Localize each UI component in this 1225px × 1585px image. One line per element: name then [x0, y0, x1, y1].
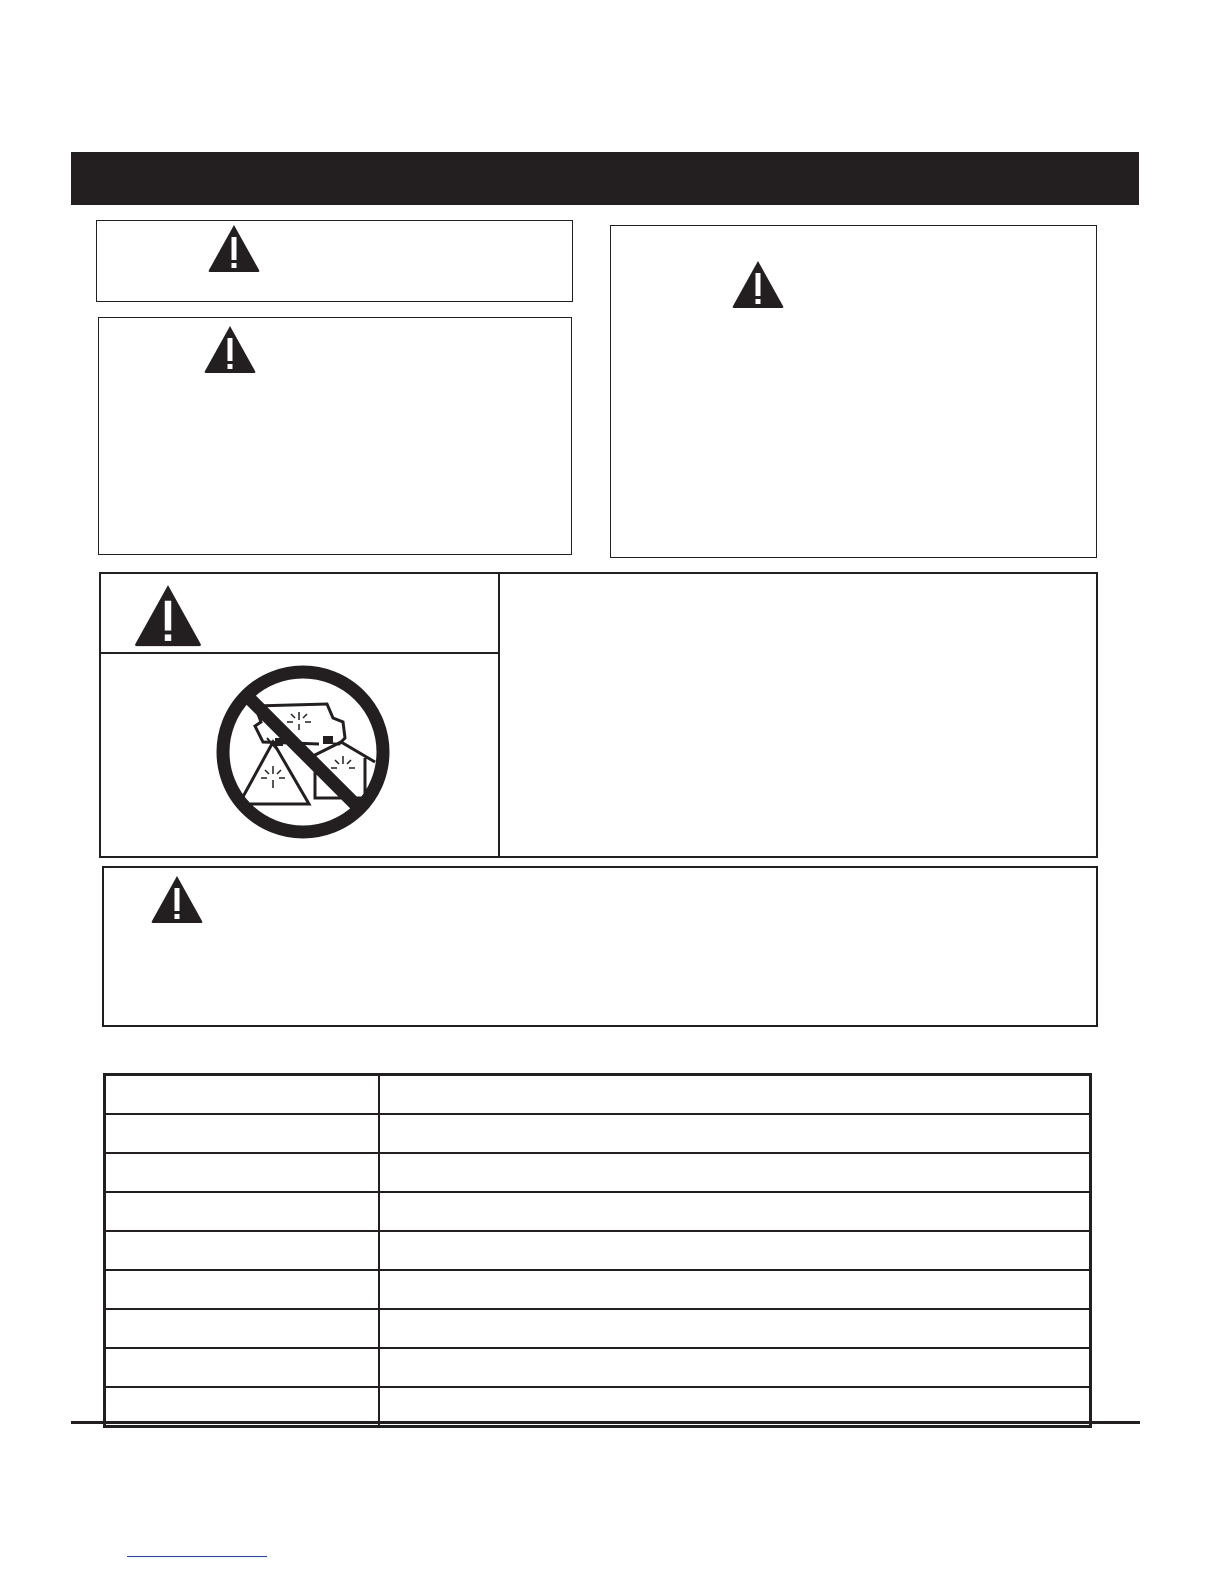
warning-notice-wide: [102, 866, 1098, 1027]
spec-label: [105, 1270, 380, 1309]
table-row: [105, 1075, 1091, 1115]
warning-notice-middle-left: [98, 317, 572, 555]
spec-value: [379, 1270, 1091, 1309]
warning-triangle-icon: [207, 223, 261, 273]
spec-label: [105, 1114, 380, 1153]
spec-value: [379, 1192, 1091, 1231]
spec-label: [105, 1153, 380, 1192]
panel-divider: [498, 574, 500, 858]
spec-label: [105, 1348, 380, 1387]
table-row: [105, 1114, 1091, 1153]
table-row: [105, 1231, 1091, 1270]
spec-label: [105, 1192, 380, 1231]
spec-value: [379, 1348, 1091, 1387]
spec-value: [379, 1231, 1091, 1270]
table-row: [105, 1348, 1091, 1387]
warning-notice-top-left: [96, 220, 573, 302]
no-use-in-vehicle-tent-house-icon: [215, 664, 391, 840]
warning-triangle-icon: [731, 259, 785, 309]
spec-value: [379, 1153, 1091, 1192]
spec-value: [379, 1114, 1091, 1153]
table-row: [105, 1270, 1091, 1309]
specifications-table: [103, 1073, 1092, 1428]
warning-notice-right: [610, 225, 1097, 558]
footer-link[interactable]: [127, 1556, 267, 1557]
spec-label: [105, 1231, 380, 1270]
warning-triangle-icon: [133, 582, 203, 648]
warning-triangle-icon: [150, 874, 204, 924]
spec-label: [105, 1075, 380, 1115]
warning-triangle-icon: [203, 324, 257, 374]
table-row: [105, 1309, 1091, 1348]
spec-value: [379, 1309, 1091, 1348]
table-row: [105, 1153, 1091, 1192]
spec-value: [379, 1075, 1091, 1115]
footer-rule: [71, 1421, 1140, 1424]
panel-heading-divider: [101, 652, 498, 654]
table-row: [105, 1192, 1091, 1231]
spec-label: [105, 1309, 380, 1348]
section-header-bar: [71, 152, 1139, 205]
warning-notice-pictogram-panel: [99, 572, 1098, 858]
